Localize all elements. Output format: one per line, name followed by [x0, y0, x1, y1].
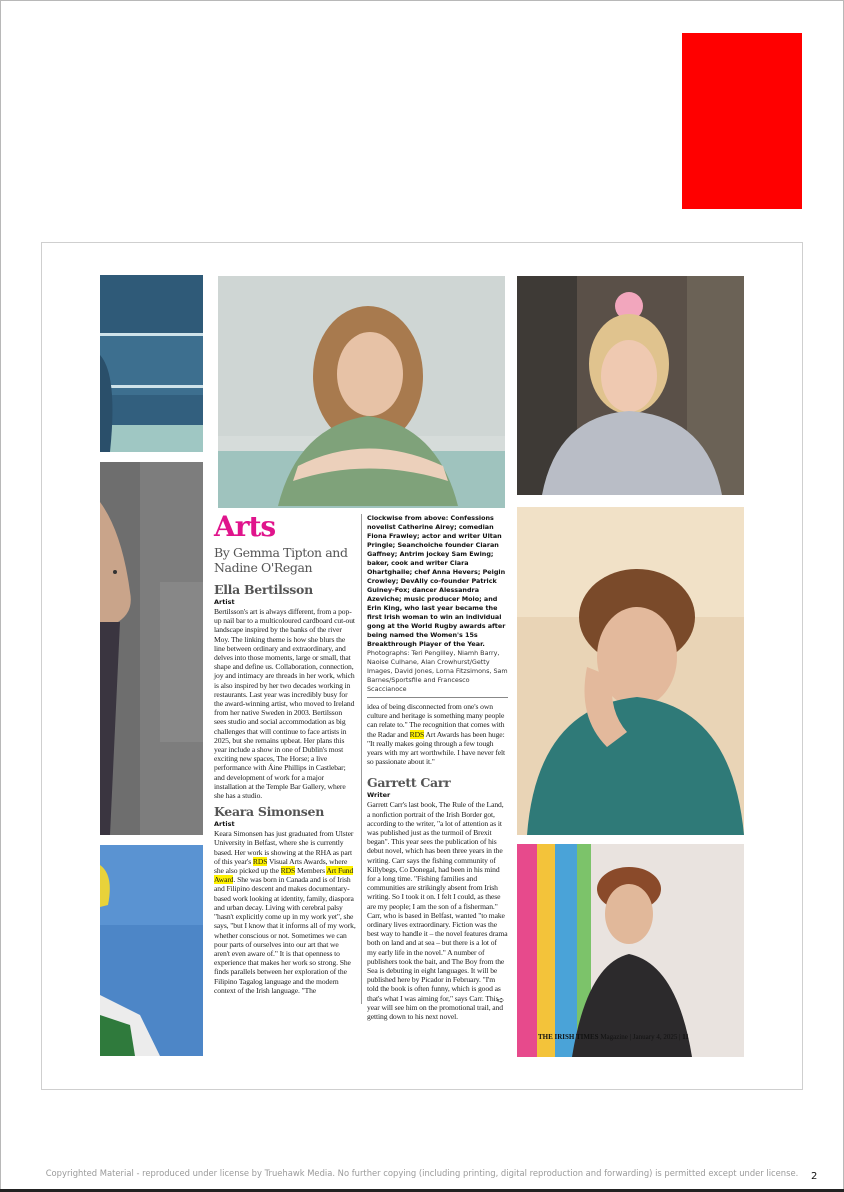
- profile-text: Garrett Carr's last book, The Rule of the Land, a nonfiction portrait of the Irish Border got, according to the writer, "a lot of attention as it was published just as the turmoil of Brexit began". This year sees the publication of his debut novel, which has been three years in the writing. Carr says the fishing community of Killybegs, Co Donegal, had been in his mind for a long time. "Fishing families and communities are strikingly absent from Irish writing. So I took it on. I felt I could, as these are my people; I am the son of a fisherman." Carr, who is based in Belfast, wanted "to make ordinary lives extraordinary. Fiction was the best way to handle it – the novel features drama both on land and at sea – but there is a lot of my early life in the novel." A number of publishers took the bait, and The Boy from the Sea is debuting in eight languages. It will be published here by Picador in February. "I'm told the book is often funny, which is good as that's what I was aiming for," says Carr. This year will see him on the promotional trail, and getting down to his next novel.: [367, 800, 508, 1022]
- folio-date: Magazine | January 4, 2025 |: [598, 1033, 683, 1041]
- photo-ultan-pringle: [517, 507, 744, 835]
- text-run: idea of being disconnected from one's own culture and heritage is something many people can relate to." The recognition that comes with the Radar and: [367, 702, 505, 739]
- text-column-2: [367, 514, 508, 1021]
- profile-text: [214, 829, 356, 995]
- profile-role: Artist: [214, 820, 235, 829]
- profile-text: Bertilsson's art is always different, from a pop-up nail bar to a multicoloured cardboard cut-out landscape inspired by the banks of the river Moy. The linking theme is how she blurs the line between ordinary and extraordinary, and delves into those moments, large or small, that shape and define us. Collaboration, connection, joy and intimacy are threads in her work, which is also inspired by her two decades working in restaurants. Last year was incredibly busy for the award-winning artist, who moved to Ireland from her native Sweden in 2003. Bertilsson sees studio and social accommodation as big challenges that will continue to face artists in 2025, but she remains upbeat. Her plans this year include a show in one of Dublin's most exciting new spaces, The Horse; a live performance with Áine Phillips in Castlebar; and development of work for a major installation at the Temple Bar Gallery, where she has a studio.: [214, 607, 355, 801]
- text-run: Members: [295, 866, 327, 876]
- photo-fiona-frawley: [517, 276, 744, 495]
- folio-page: 11: [682, 1033, 689, 1041]
- photo-catherine-airey: [218, 276, 505, 508]
- continuation-text: [367, 702, 508, 766]
- folio-brand: THE IRISH TIMES: [538, 1033, 599, 1041]
- profile-name: Garrett Carr: [367, 775, 451, 791]
- photo-boxing-ring: [100, 275, 203, 452]
- photo-jockey: [100, 845, 203, 1056]
- profile-role: Artist: [214, 598, 235, 606]
- section-title: Arts: [214, 510, 276, 543]
- photo-credits: Photographs: Teri Pengilley, Niamh Barry, Naoise Culhane, Alan Crowhurst/Getty Images, David Jones, Lorna Fitzsimons, Sam Barnes/Sportsfile and Francesco Scaccianoce: [367, 649, 508, 693]
- column-divider: [361, 514, 362, 1004]
- redaction-block: [682, 33, 802, 209]
- text-run: Art Awards has been huge: "It really makes going through a few tough years with my art worthwhile. I have never felt so passionate about it.": [367, 729, 506, 767]
- profile-name: Ella Bertilsson: [214, 582, 313, 597]
- byline: By Gemma Tipton and Nadine O'Regan: [214, 545, 348, 575]
- profile-name: Keara Simonsen: [214, 804, 324, 820]
- highlight: RDS: [409, 729, 425, 739]
- highlight: Art Fund Award: [214, 866, 354, 885]
- caption-rule: [367, 697, 508, 698]
- copyright-notice: Copyrighted Material - reproduced under license by Truehawk Media. No further copying (including printing, digital reproduction and forwarding) is permitted except under license.: [45, 1168, 799, 1178]
- highlight: RDS: [252, 856, 268, 866]
- photo-ciaran-gaffney: [517, 844, 744, 1057]
- text-run: . She was born in Canada and is of Irish and Filipino descent and makes documentary-based work looking at identity, family, diaspora and urban decay. Living with cerebral palsy "hasn't explicitly come up in my work yet", she says, "but I know that it informs all of my work, whether conscious or not. Sometimes we can pour parts of ourselves into our art that we aren't even aware of." It is that openness to experience that makes her work so strong. She finds parallels between her exploration of the Filipino Tagalog language and the modern context of the Irish language. "The: [214, 875, 356, 995]
- folio: [538, 1033, 689, 1041]
- profile-role: Writer: [367, 791, 391, 800]
- text-column-1: [214, 582, 356, 995]
- text-run: Visual Arts Awards, where she also picked up the: [214, 856, 348, 876]
- photo-caption: Clockwise from above: Confessions novelist Catherine Airey; comedian Fiona Frawley; actor and writer Ultan Pringle; Seanchoiche founder Ciaran Gaffney; Antrim jockey Sam Ewing; baker, cook and writer Ciara Ohartghaile; chef Anna Hevers; Peigin Crowley; DevAlly co-founder Patrick Guiney-Fox; dancer Alessandra Azeviche; music producer Moio; and Erin King, who last year became the first Irish woman to win an individual gong at the World Rugby awards after being named the Women's 15s Breakthrough Player of the Year.: [367, 514, 506, 648]
- page-number: 2: [811, 1171, 818, 1182]
- photo-dancer: [100, 462, 203, 835]
- end-mark-icon: ➪: [497, 996, 505, 1006]
- highlight: RDS: [280, 866, 296, 876]
- text-run: Keara Simonsen has just graduated from Ulster University in Belfast, where she is currently based. Her work is showing at the RHA as part of this year's: [214, 829, 354, 866]
